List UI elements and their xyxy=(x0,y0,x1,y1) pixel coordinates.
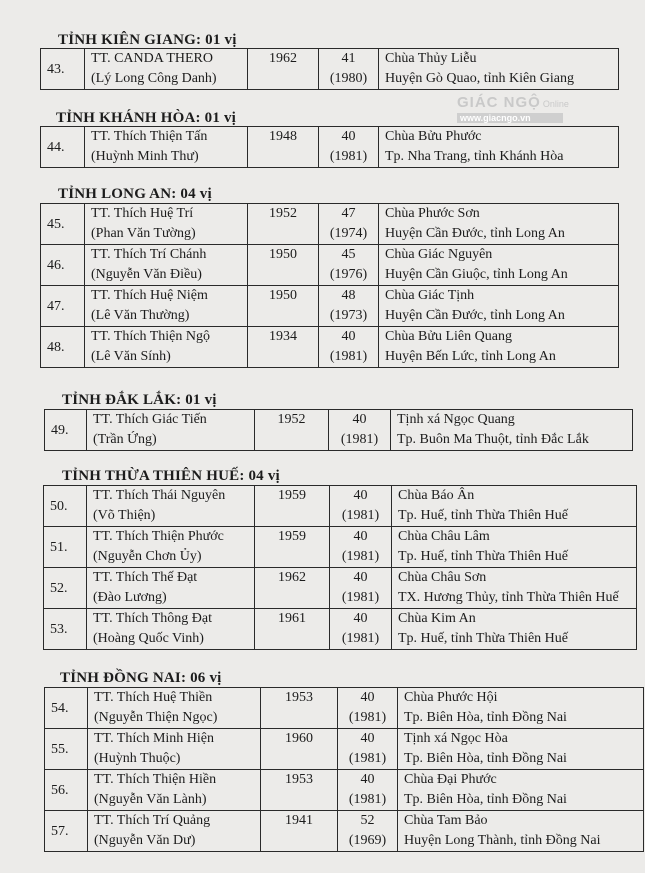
row-number: 51. xyxy=(44,527,87,568)
lay-name: (Nguyễn Chơn Ủy) xyxy=(93,549,202,564)
temple-location: Huyện Cần Giuộc, tỉnh Long An xyxy=(385,267,568,282)
row-number: 57. xyxy=(45,811,88,852)
temple-cell xyxy=(379,49,619,90)
lay-name: (Lý Long Công Danh) xyxy=(91,71,217,86)
dharma-name: TT. Thích Trí Quảng xyxy=(94,813,211,828)
birth-year-cell xyxy=(261,688,338,729)
temple-name: Chùa Tam Bảo xyxy=(404,813,488,828)
temple-cell xyxy=(391,410,633,451)
name-cell xyxy=(85,245,248,286)
ordination-cell xyxy=(319,127,379,168)
watermark xyxy=(457,94,607,123)
ordination-year: (1981) xyxy=(341,549,380,564)
ordination-age: 41 xyxy=(341,51,356,66)
temple-name: Tịnh xá Ngọc Quang xyxy=(397,412,515,427)
ordination-age: 40 xyxy=(353,529,368,544)
lay-name: (Huỳnh Minh Thư) xyxy=(91,149,199,164)
name-cell xyxy=(88,770,261,811)
ordination-age: 40 xyxy=(360,731,375,746)
table-row xyxy=(45,811,644,852)
dharma-name: TT. Thích Thế Đạt xyxy=(93,570,198,585)
temple-name: Chùa Châu Sơn xyxy=(398,570,487,585)
province-heading: TỈNH ĐẮK LẮK: 01 vị xyxy=(62,392,217,408)
lay-name: (Nguyễn Văn Dư) xyxy=(94,833,196,848)
temple-location: Huyện Cần Đước, tỉnh Long An xyxy=(385,308,565,323)
birth-year: 1962 xyxy=(269,51,297,66)
birth-year-cell xyxy=(248,286,319,327)
monk-table xyxy=(40,203,619,368)
ordination-cell xyxy=(319,327,379,368)
ordination-age: 40 xyxy=(353,570,368,585)
ordination-cell xyxy=(319,204,379,245)
province-heading: TỈNH LONG AN: 04 vị xyxy=(58,186,212,202)
temple-name: Chùa Báo Ân xyxy=(398,488,475,503)
dharma-name: TT. Thích Thiện Hiền xyxy=(94,772,217,787)
temple-name: Chùa Châu Lâm xyxy=(398,529,490,544)
lay-name: (Phan Văn Tường) xyxy=(91,226,196,241)
ordination-year: (1969) xyxy=(348,833,387,848)
province-heading: TỈNH ĐỒNG NAI: 06 vị xyxy=(60,670,222,686)
ordination-cell xyxy=(338,770,398,811)
temple-cell xyxy=(379,327,619,368)
ordination-year: (1981) xyxy=(329,349,368,364)
row-number: 54. xyxy=(45,688,88,729)
ordination-cell xyxy=(330,486,392,527)
table-row xyxy=(44,486,637,527)
ordination-year: (1980) xyxy=(329,71,368,86)
name-cell xyxy=(88,811,261,852)
birth-year-cell xyxy=(248,49,319,90)
table-row xyxy=(41,127,619,168)
ordination-year: (1981) xyxy=(341,590,380,605)
name-cell xyxy=(87,568,255,609)
province-heading: TỈNH KIÊN GIANG: 01 vị xyxy=(58,32,237,48)
temple-name: Chùa Phước Sơn xyxy=(385,206,480,221)
ordination-cell xyxy=(330,568,392,609)
watermark-logo: GIÁC NGỘ xyxy=(457,94,541,111)
lay-name: (Huỳnh Thuộc) xyxy=(94,751,181,766)
birth-year: 1961 xyxy=(278,611,306,626)
table-row xyxy=(44,527,637,568)
ordination-age: 40 xyxy=(360,690,375,705)
watermark-sub: Online xyxy=(542,99,569,109)
birth-year-cell xyxy=(261,811,338,852)
name-cell xyxy=(85,49,248,90)
table-row xyxy=(44,568,637,609)
province-heading: TỈNH THỪA THIÊN HUẾ: 04 vị xyxy=(62,468,280,484)
ordination-age: 40 xyxy=(341,129,356,144)
table-row xyxy=(45,729,644,770)
birth-year: 1941 xyxy=(285,813,313,828)
temple-cell xyxy=(398,770,644,811)
birth-year-cell xyxy=(255,568,330,609)
temple-location: Tp. Biên Hòa, tỉnh Đồng Nai xyxy=(404,751,567,766)
birth-year-cell xyxy=(255,609,330,650)
dharma-name: TT. Thích Thiện Tấn xyxy=(91,129,208,144)
lay-name: (Nguyễn Văn Điều) xyxy=(91,267,202,282)
ordination-year: (1981) xyxy=(340,432,379,447)
temple-location: Tp. Huế, tỉnh Thừa Thiên Huế xyxy=(398,549,568,564)
dharma-name: TT. Thích Huệ Trí xyxy=(91,206,194,221)
ordination-age: 52 xyxy=(360,813,375,828)
ordination-year: (1981) xyxy=(348,751,387,766)
birth-year-cell xyxy=(255,486,330,527)
temple-cell xyxy=(398,729,644,770)
temple-location: Huyện Bến Lức, tỉnh Long An xyxy=(385,349,556,364)
name-cell xyxy=(88,688,261,729)
ordination-cell xyxy=(330,527,392,568)
temple-name: Chùa Giác Tịnh xyxy=(385,288,475,303)
birth-year-cell xyxy=(248,245,319,286)
birth-year: 1953 xyxy=(285,772,313,787)
birth-year-cell xyxy=(261,729,338,770)
ordination-cell xyxy=(329,410,391,451)
table-row xyxy=(44,609,637,650)
ordination-cell xyxy=(338,811,398,852)
ordination-year: (1981) xyxy=(348,792,387,807)
row-number: 55. xyxy=(45,729,88,770)
ordination-cell xyxy=(319,49,379,90)
table-row xyxy=(41,49,619,90)
ordination-age: 40 xyxy=(352,412,367,427)
birth-year: 1959 xyxy=(278,529,306,544)
temple-cell xyxy=(392,527,637,568)
temple-location: Tp. Buôn Ma Thuột, tỉnh Đắc Lắk xyxy=(397,432,589,447)
lay-name: (Nguyễn Thiện Ngọc) xyxy=(94,710,218,725)
monk-table xyxy=(40,126,619,168)
ordination-cell xyxy=(338,688,398,729)
ordination-cell xyxy=(338,729,398,770)
birth-year-cell xyxy=(248,127,319,168)
temple-cell xyxy=(379,127,619,168)
birth-year-cell xyxy=(248,327,319,368)
row-number: 45. xyxy=(41,204,85,245)
birth-year-cell xyxy=(255,410,329,451)
birth-year: 1962 xyxy=(278,570,306,585)
birth-year-cell xyxy=(261,770,338,811)
ordination-year: (1973) xyxy=(329,308,368,323)
ordination-year: (1981) xyxy=(348,710,387,725)
ordination-year: (1981) xyxy=(341,508,380,523)
temple-location: Tp. Biên Hòa, tỉnh Đồng Nai xyxy=(404,792,567,807)
table-row xyxy=(41,286,619,327)
temple-location: Huyện Gò Quao, tỉnh Kiên Giang xyxy=(385,71,574,86)
temple-cell xyxy=(379,245,619,286)
row-number: 47. xyxy=(41,286,85,327)
table-row xyxy=(41,204,619,245)
temple-location: Tp. Huế, tỉnh Thừa Thiên Huế xyxy=(398,508,568,523)
row-number: 52. xyxy=(44,568,87,609)
birth-year: 1934 xyxy=(269,329,297,344)
temple-name: Chùa Phước Hội xyxy=(404,690,498,705)
ordination-cell xyxy=(319,286,379,327)
ordination-age: 47 xyxy=(341,206,356,221)
lay-name: (Võ Thiện) xyxy=(93,508,156,523)
temple-location: Tp. Huế, tỉnh Thừa Thiên Huế xyxy=(398,631,568,646)
birth-year: 1950 xyxy=(269,247,297,262)
dharma-name: TT. Thích Minh Hiện xyxy=(94,731,215,746)
temple-name: Chùa Giác Nguyên xyxy=(385,247,493,262)
temple-location: Tp. Nha Trang, tỉnh Khánh Hòa xyxy=(385,149,564,164)
dharma-name: TT. Thích Thông Đạt xyxy=(93,611,212,626)
temple-location: Huyện Long Thành, tỉnh Đồng Nai xyxy=(404,833,601,848)
name-cell xyxy=(85,204,248,245)
lay-name: (Đào Lương) xyxy=(93,590,167,605)
ordination-cell xyxy=(330,609,392,650)
lay-name: (Trần Ứng) xyxy=(93,432,157,447)
ordination-age: 40 xyxy=(353,611,368,626)
dharma-name: TT. Thích Huệ Niệm xyxy=(91,288,208,303)
birth-year: 1948 xyxy=(269,129,297,144)
temple-name: Chùa Bửu Phước xyxy=(385,129,482,144)
row-number: 53. xyxy=(44,609,87,650)
temple-location: TX. Hương Thủy, tỉnh Thừa Thiên Huế xyxy=(398,590,619,605)
dharma-name: TT. CANDA THERO xyxy=(91,51,213,66)
temple-cell xyxy=(392,486,637,527)
table-row xyxy=(45,410,633,451)
temple-name: Chùa Đại Phước xyxy=(404,772,497,787)
dharma-name: TT. Thích Giác Tiến xyxy=(93,412,207,427)
ordination-age: 40 xyxy=(360,772,375,787)
temple-cell xyxy=(379,204,619,245)
temple-location: Huyện Cần Đước, tỉnh Long An xyxy=(385,226,565,241)
lay-name: (Hoàng Quốc Vinh) xyxy=(93,631,204,646)
ordination-year: (1974) xyxy=(329,226,368,241)
row-number: 49. xyxy=(45,410,87,451)
ordination-age: 45 xyxy=(341,247,356,262)
birth-year-cell xyxy=(255,527,330,568)
dharma-name: TT. Thích Trí Chánh xyxy=(91,247,207,262)
temple-name: Chùa Thủy Liễu xyxy=(385,51,477,66)
row-number: 48. xyxy=(41,327,85,368)
name-cell xyxy=(87,609,255,650)
province-heading: TỈNH KHÁNH HÒA: 01 vị xyxy=(56,110,237,126)
temple-name: Tịnh xá Ngọc Hòa xyxy=(404,731,508,746)
monk-table xyxy=(44,409,633,451)
birth-year: 1952 xyxy=(269,206,297,221)
birth-year: 1953 xyxy=(285,690,313,705)
row-number: 56. xyxy=(45,770,88,811)
name-cell xyxy=(87,486,255,527)
table-row xyxy=(41,245,619,286)
name-cell xyxy=(87,527,255,568)
dharma-name: TT. Thích Thiện Phước xyxy=(93,529,224,544)
row-number: 46. xyxy=(41,245,85,286)
dharma-name: TT. Thích Huệ Thiền xyxy=(94,690,213,705)
lay-name: (Lê Văn Sính) xyxy=(91,349,171,364)
dharma-name: TT. Thích Thái Nguyên xyxy=(93,488,226,503)
birth-year: 1952 xyxy=(277,412,306,427)
name-cell xyxy=(85,327,248,368)
lay-name: (Nguyễn Văn Lành) xyxy=(94,792,207,807)
ordination-year: (1981) xyxy=(329,149,368,164)
ordination-age: 40 xyxy=(353,488,368,503)
table-row xyxy=(45,688,644,729)
birth-year: 1959 xyxy=(278,488,306,503)
ordination-cell xyxy=(319,245,379,286)
temple-cell xyxy=(392,609,637,650)
ordination-year: (1976) xyxy=(329,267,368,282)
temple-name: Chùa Kim An xyxy=(398,611,476,626)
name-cell xyxy=(85,127,248,168)
name-cell xyxy=(87,410,255,451)
name-cell xyxy=(88,729,261,770)
ordination-year: (1981) xyxy=(341,631,380,646)
birth-year-cell xyxy=(248,204,319,245)
lay-name: (Lê Văn Thường) xyxy=(91,308,190,323)
temple-cell xyxy=(398,811,644,852)
ordination-age: 48 xyxy=(341,288,356,303)
birth-year: 1960 xyxy=(285,731,313,746)
temple-cell xyxy=(379,286,619,327)
monk-table xyxy=(43,485,637,650)
temple-cell xyxy=(398,688,644,729)
row-number: 43. xyxy=(41,49,85,90)
dharma-name: TT. Thích Thiện Ngộ xyxy=(91,329,210,344)
ordination-age: 40 xyxy=(341,329,356,344)
row-number: 44. xyxy=(41,127,85,168)
table-row xyxy=(45,770,644,811)
watermark-url: www.giacngo.vn xyxy=(457,113,563,123)
temple-name: Chùa Bửu Liên Quang xyxy=(385,329,512,344)
temple-location: Tp. Biên Hòa, tỉnh Đồng Nai xyxy=(404,710,567,725)
birth-year: 1950 xyxy=(269,288,297,303)
temple-cell xyxy=(392,568,637,609)
table-row xyxy=(41,327,619,368)
monk-table xyxy=(40,48,619,90)
monk-table xyxy=(44,687,644,852)
name-cell xyxy=(85,286,248,327)
row-number: 50. xyxy=(44,486,87,527)
